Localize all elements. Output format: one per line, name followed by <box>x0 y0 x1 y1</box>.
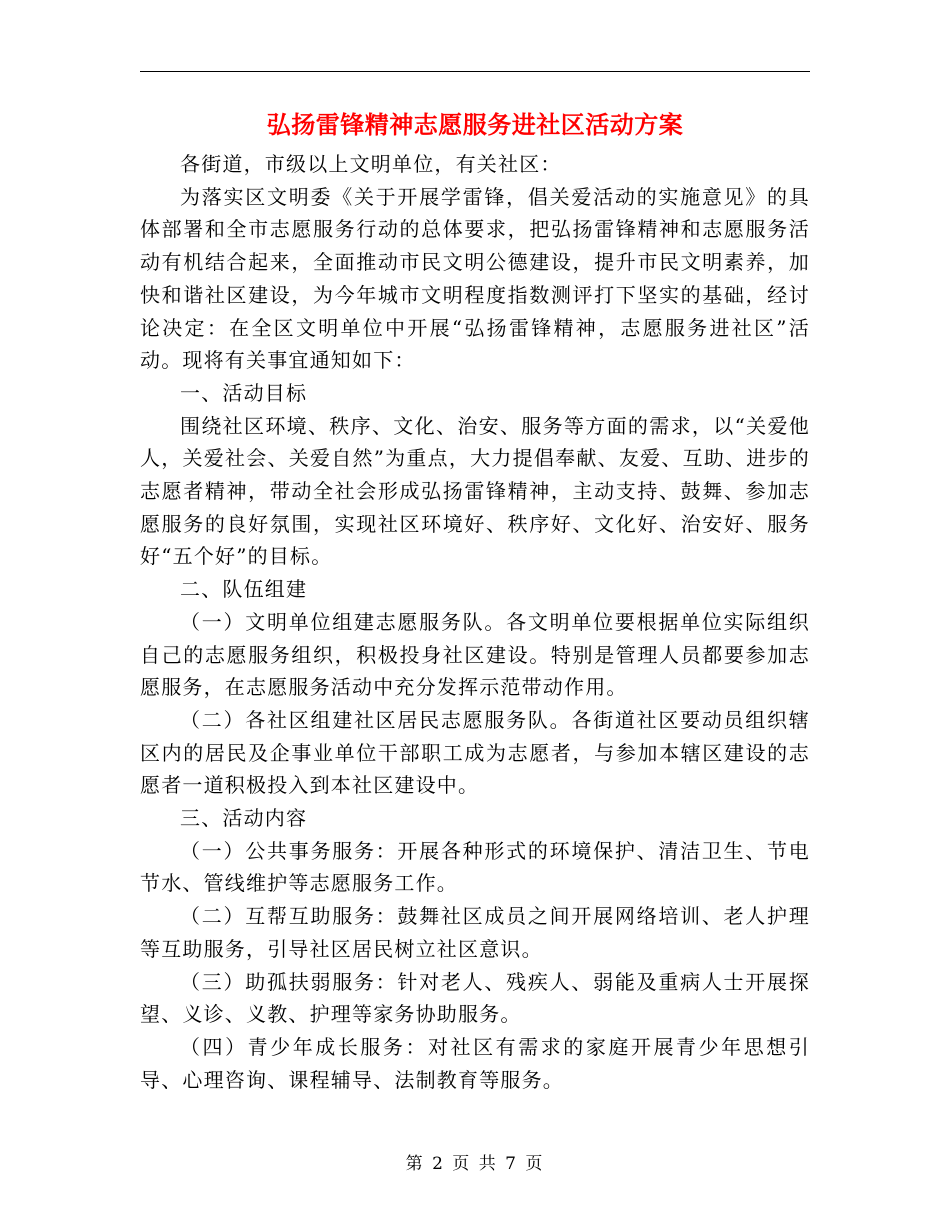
section-heading-content: 三、活动内容 <box>180 806 308 831</box>
paragraph-content-4: （四）青少年成长服务：对社区有需求的家庭开展青少年思想引导、心理咨询、课程辅导、法制教育等服务。 <box>140 1034 810 1092</box>
paragraph-teams-1: （一）文明单位组建志愿服务队。各文明单位要根据单位实际组织自己的志愿服务组织，积极投身社区建设。特别是管理人员都要参加志愿服务，在志愿服务活动中充分发挥示范带动作用。 <box>140 609 810 700</box>
paragraph-teams-2: （二）各社区组建社区居民志愿服务队。各街道社区要动员组织辖区内的居民及企事业单位干部职工成为志愿者，与参加本辖区建设的志愿者一道积极投入到本社区建设中。 <box>140 707 810 798</box>
page-number: 第 2 页 共 7 页 <box>405 1154 545 1174</box>
paragraph-content-3: （三）助孤扶弱服务：针对老人、残疾人、弱能及重病人士开展探望、义诊、义教、护理等家务协助服务。 <box>140 969 810 1027</box>
paragraph-content-2: （二）互帮互助服务：鼓舞社区成员之间开展网络培训、老人护理等互助服务，引导社区居民树立社区意识。 <box>140 904 810 961</box>
document-title: 弘扬雷锋精神志愿服务进社区活动方案 <box>266 110 684 139</box>
paragraph-goals: 围绕社区环境、秩序、文化、治安、服务等方面的需求，以“关爱他人，关爱社会、关爱自然”为重点，大力提倡奉献、友爱、互助、进步的志愿者精神，带动全社会形成弘扬雷锋精神，主动支持、鼓舞、参加志愿服务的良好氛围，实现社区环境好、秩序好、文化好、治安好、服务好“五个好”的目标。 <box>140 413 810 569</box>
document-body <box>140 148 810 1096</box>
paragraph-content-1: （一）公共事务服务：开展各种形式的环境保护、清洁卫生、节电节水、管线维护等志愿服务工作。 <box>140 838 810 896</box>
section-heading-teams: 二、队伍组建 <box>180 577 308 602</box>
header-rule <box>140 71 810 72</box>
paragraph-intro: 为落实区文明委《关于开展学雷锋，倡关爱活动的实施意见》的具体部署和全市志愿服务行动的总体要求，把弘扬雷锋精神和志愿服务活动有机结合起来，全面推动市民文明公德建设，提升市民文明素养，加快和谐社区建设，为今年城市文明程度指数测评打下坚实的基础，经讨论决定：在全区文明单位中开展“弘扬雷锋精神，志愿服务进社区”活动。现将有关事宜通知如下： <box>140 184 810 373</box>
paragraph-addressee: 各街道，市级以上文明单位，有关社区： <box>180 152 562 176</box>
section-heading-goals: 一、活动目标 <box>180 380 308 405</box>
